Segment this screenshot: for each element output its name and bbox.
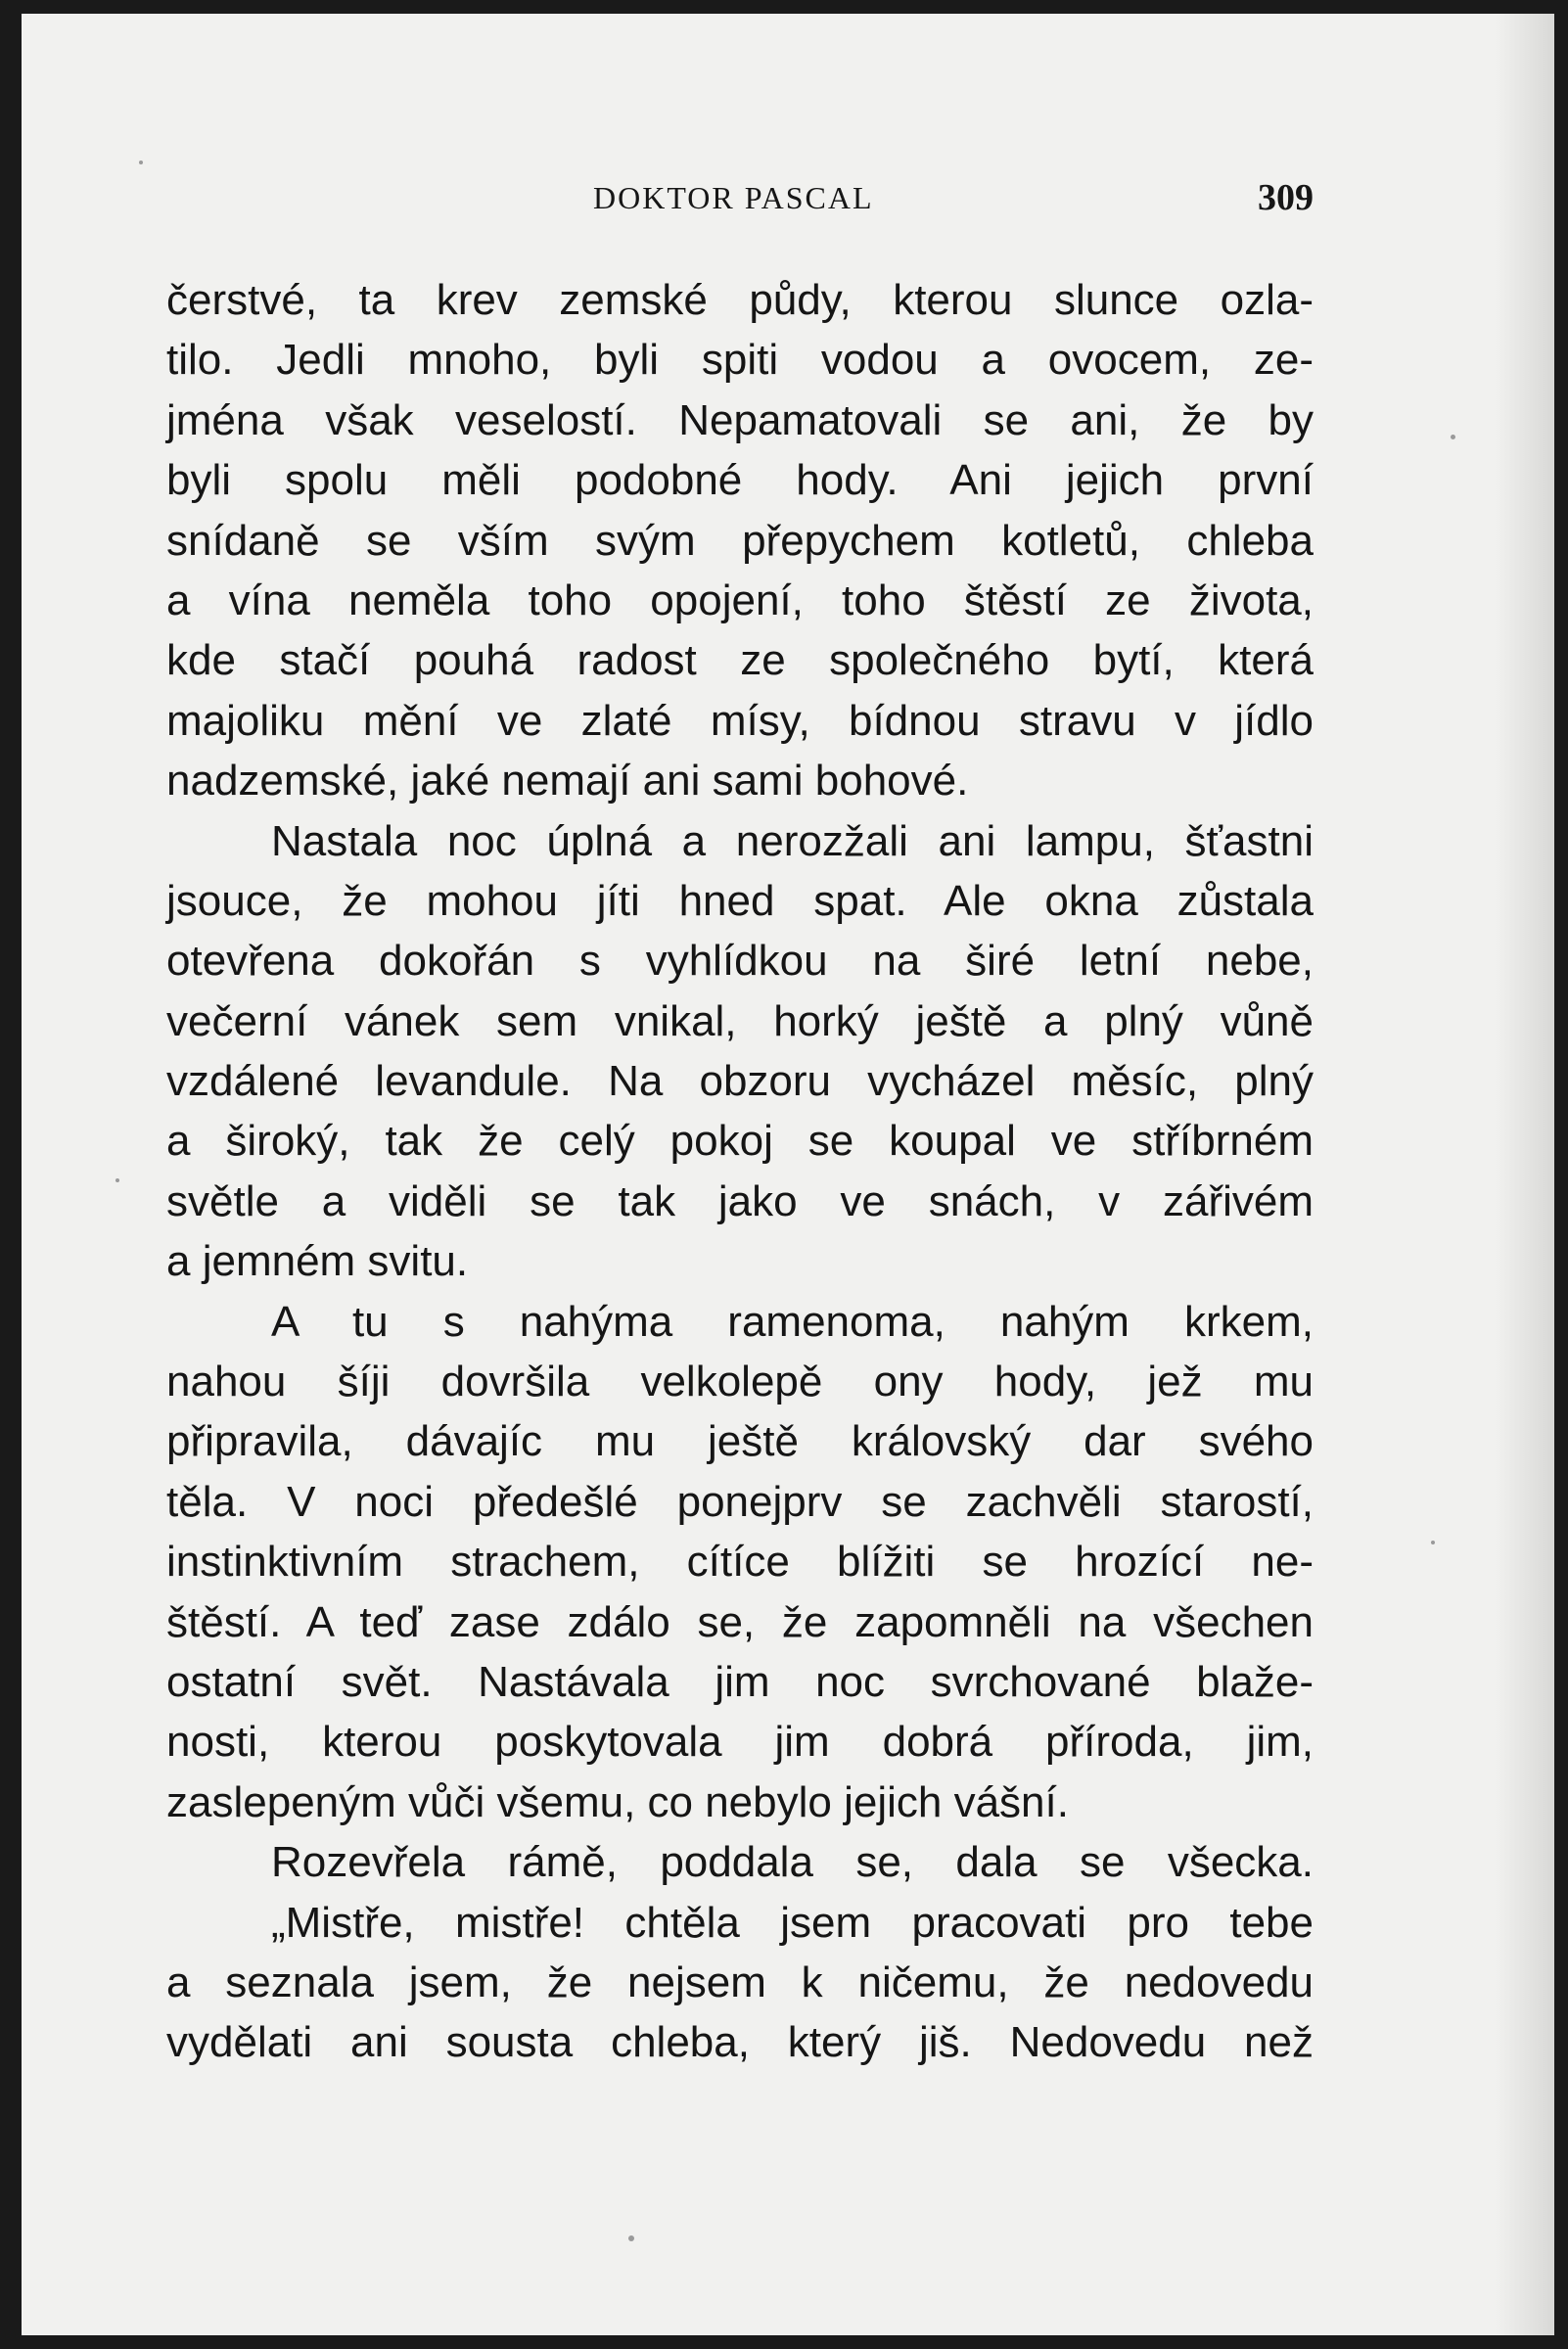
text-line: ostatní svět. Nastávala jim noc svrchované blaže- <box>166 1657 1314 1706</box>
text-line: nadzemské, jaké nemají ani sami bohové. <box>166 757 969 806</box>
running-title: DOKTOR PASCAL <box>593 180 874 215</box>
text-line: a vína neměla toho opojení, toho štěstí ze života, <box>166 576 1314 624</box>
paragraph-first-line: A tu s nahýma ramenoma, nahým krkem, <box>271 1297 1314 1346</box>
text-line: a jemném svitu. <box>166 1237 469 1286</box>
text-line: byli spolu měli podobné hody. Ani jejich první <box>166 456 1314 505</box>
text-line: otevřena dokořán s vyhlídkou na širé letní nebe, <box>166 937 1314 986</box>
print-speck <box>1451 435 1455 439</box>
book-page <box>22 14 1554 2335</box>
text-line: vydělati ani sousta chleba, který jiš. Nedovedu než <box>166 2018 1314 2067</box>
text-line: kde stačí pouhá radost ze společného bytí, která <box>166 636 1314 685</box>
text-line: snídaně se vším svým přepychem kotletů, chleba <box>166 516 1314 565</box>
text-line: instinktivním strachem, cítíce blížiti se hrozící ne- <box>166 1538 1314 1587</box>
text-line: připravila, dávajíc mu ještě královský dar svého <box>166 1417 1314 1466</box>
print-speck <box>1431 1541 1435 1544</box>
page-edge-shadow <box>1496 14 1554 2335</box>
print-speck <box>139 161 143 164</box>
text-line: a seznala jsem, že nejsem k ničemu, že nedovedu <box>166 1958 1314 2006</box>
page-header <box>22 177 1554 219</box>
text-line: večerní vánek sem vnikal, horký ještě a plný vůně <box>166 996 1314 1045</box>
page-number: 309 <box>1258 177 1314 218</box>
text-line: jména však veselostí. Nepamatovali se ani, že by <box>166 395 1314 444</box>
text-line: nosti, kterou poskytovala jim dobrá příroda, jim, <box>166 1718 1314 1767</box>
paragraph-first-line: Rozevřela rámě, poddala se, dala se všecka. <box>271 1838 1314 1887</box>
print-speck <box>628 2235 634 2241</box>
text-line: těla. V noci předešlé ponejprv se zachvěli starostí, <box>166 1477 1314 1526</box>
text-line: majoliku mění ve zlaté mísy, bídnou stravu v jídlo <box>166 696 1314 745</box>
text-line: tilo. Jedli mnoho, byli spiti vodou a ovocem, ze- <box>166 336 1314 385</box>
text-line: čerstvé, ta krev zemské půdy, kterou slunce ozla- <box>166 276 1314 324</box>
text-line: jsouce, že mohou jíti hned spat. Ale okna zůstala <box>166 876 1314 925</box>
print-speck <box>115 1178 119 1182</box>
paragraph-first-line: Nastala noc úplná a nerozžali ani lampu, šťastni <box>271 816 1314 865</box>
body-text <box>166 270 1314 2073</box>
text-line: štěstí. A teď zase zdálo se, že zapomněli na všechen <box>166 1597 1314 1646</box>
text-line: světle a viděli se tak jako ve snách, v zářivém <box>166 1176 1314 1225</box>
text-line: nahou šíji dovršila velkolepě ony hody, jež mu <box>166 1358 1314 1406</box>
text-line: zaslepeným vůči všemu, co nebylo jejich vášní. <box>166 1777 1069 1826</box>
text-line: vzdálené levandule. Na obzoru vycházel měsíc, plný <box>166 1057 1314 1106</box>
paragraph-first-line: „Mistře, mistře! chtěla jsem pracovati pro tebe <box>271 1898 1314 1947</box>
text-line: a široký, tak že celý pokoj se koupal ve stříbrném <box>166 1117 1314 1166</box>
